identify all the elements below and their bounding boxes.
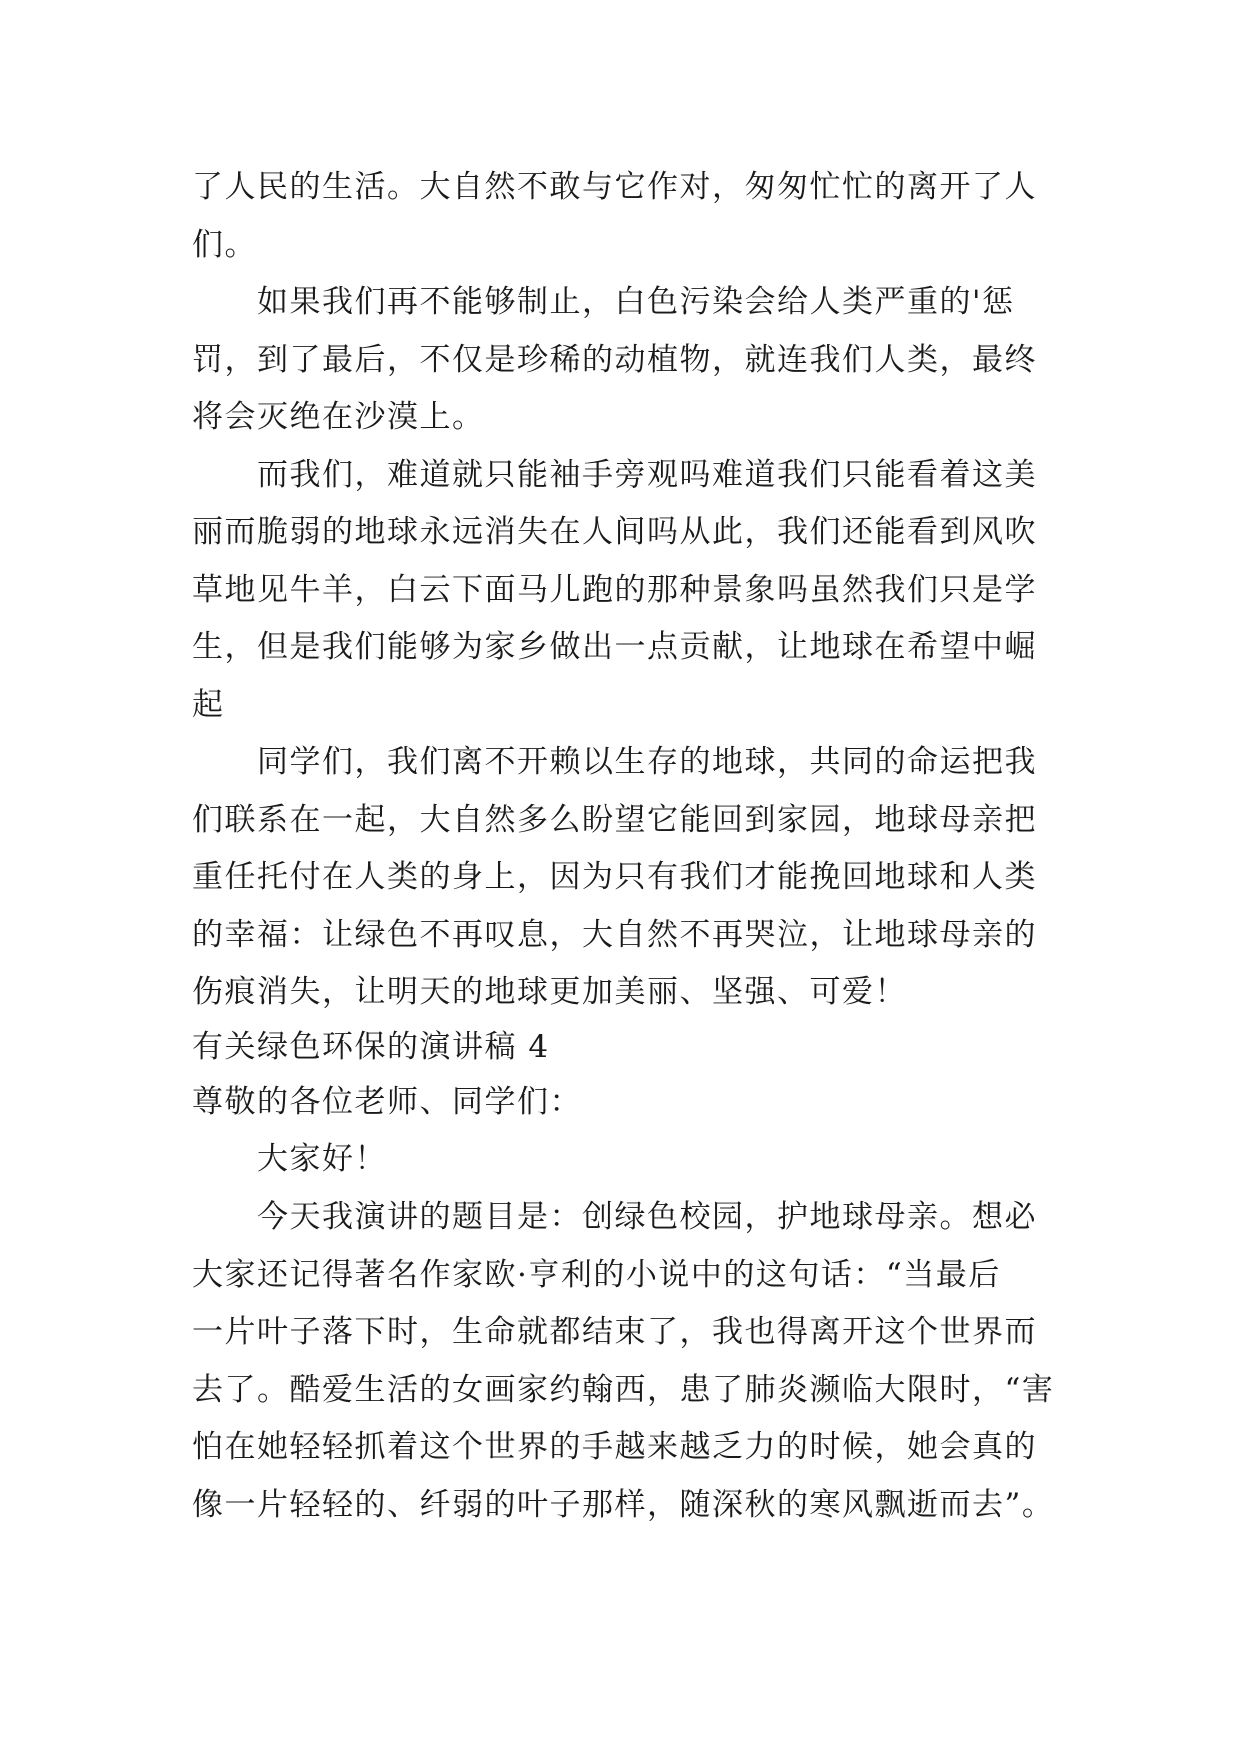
text-line: 如果我们再不能够制止，白色污染会给人类严重的'惩 (192, 284, 1015, 320)
greeting: 大家好！ (192, 1141, 387, 1177)
text-line: 起 (192, 687, 225, 723)
salutation: 尊敬的各位老师、同学们： (192, 1084, 582, 1120)
text-line: 了人民的生活。大自然不敢与它作对，匆匆忙忙的离开了人 (192, 169, 1037, 205)
text-line: 的幸福：让绿色不再叹息，大自然不再哭泣，让地球母亲的 (192, 917, 1037, 953)
text-line: 一片叶子落下时，生命就都结束了，我也得离开这个世界而 (192, 1314, 1037, 1350)
text-line: 而我们，难道就只能袖手旁观吗难道我们只能看着这美 (192, 457, 1037, 493)
text-line: 丽而脆弱的地球永远消失在人间吗从此，我们还能看到风吹 (192, 514, 1037, 550)
text-line: 重任托付在人类的身上，因为只有我们才能挽回地球和人类 (192, 859, 1037, 895)
text-line: 们。 (192, 227, 257, 263)
text-line: 将会灭绝在沙漠上。 (192, 399, 485, 435)
text-line: 伤痕消失，让明天的地球更加美丽、坚强、可爱！ (192, 974, 907, 1010)
text-line: 今天我演讲的题目是：创绿色校园，护地球母亲。想必 (192, 1199, 1037, 1235)
text-line: 怕在她轻轻抓着这个世界的手越来越乏力的时候，她会真的 (192, 1429, 1037, 1465)
text-line: 们联系在一起，大自然多么盼望它能回到家园，地球母亲把 (192, 802, 1037, 838)
text-line: 去了。酷爱生活的女画家约翰西，患了肺炎濒临大限时，“害 (192, 1372, 1055, 1408)
text-line: 同学们，我们离不开赖以生存的地球，共同的命运把我 (192, 744, 1037, 780)
text-line: 罚，到了最后，不仅是珍稀的动植物，就连我们人类，最终 (192, 342, 1037, 378)
text-line: 大家还记得著名作家欧·亨利的小说中的这句话：“当最后 (192, 1257, 1001, 1293)
text-line: 生，但是我们能够为家乡做出一点贡献，让地球在希望中崛 (192, 629, 1037, 665)
text-line: 像一片轻轻的、纤弱的叶子那样，随深秋的寒风飘逝而去”。 (192, 1487, 1055, 1523)
section-heading: 有关绿色环保的演讲稿 4 (192, 1029, 550, 1065)
text-line: 草地见牛羊，白云下面马儿跑的那种景象吗虽然我们只是学 (192, 572, 1037, 608)
